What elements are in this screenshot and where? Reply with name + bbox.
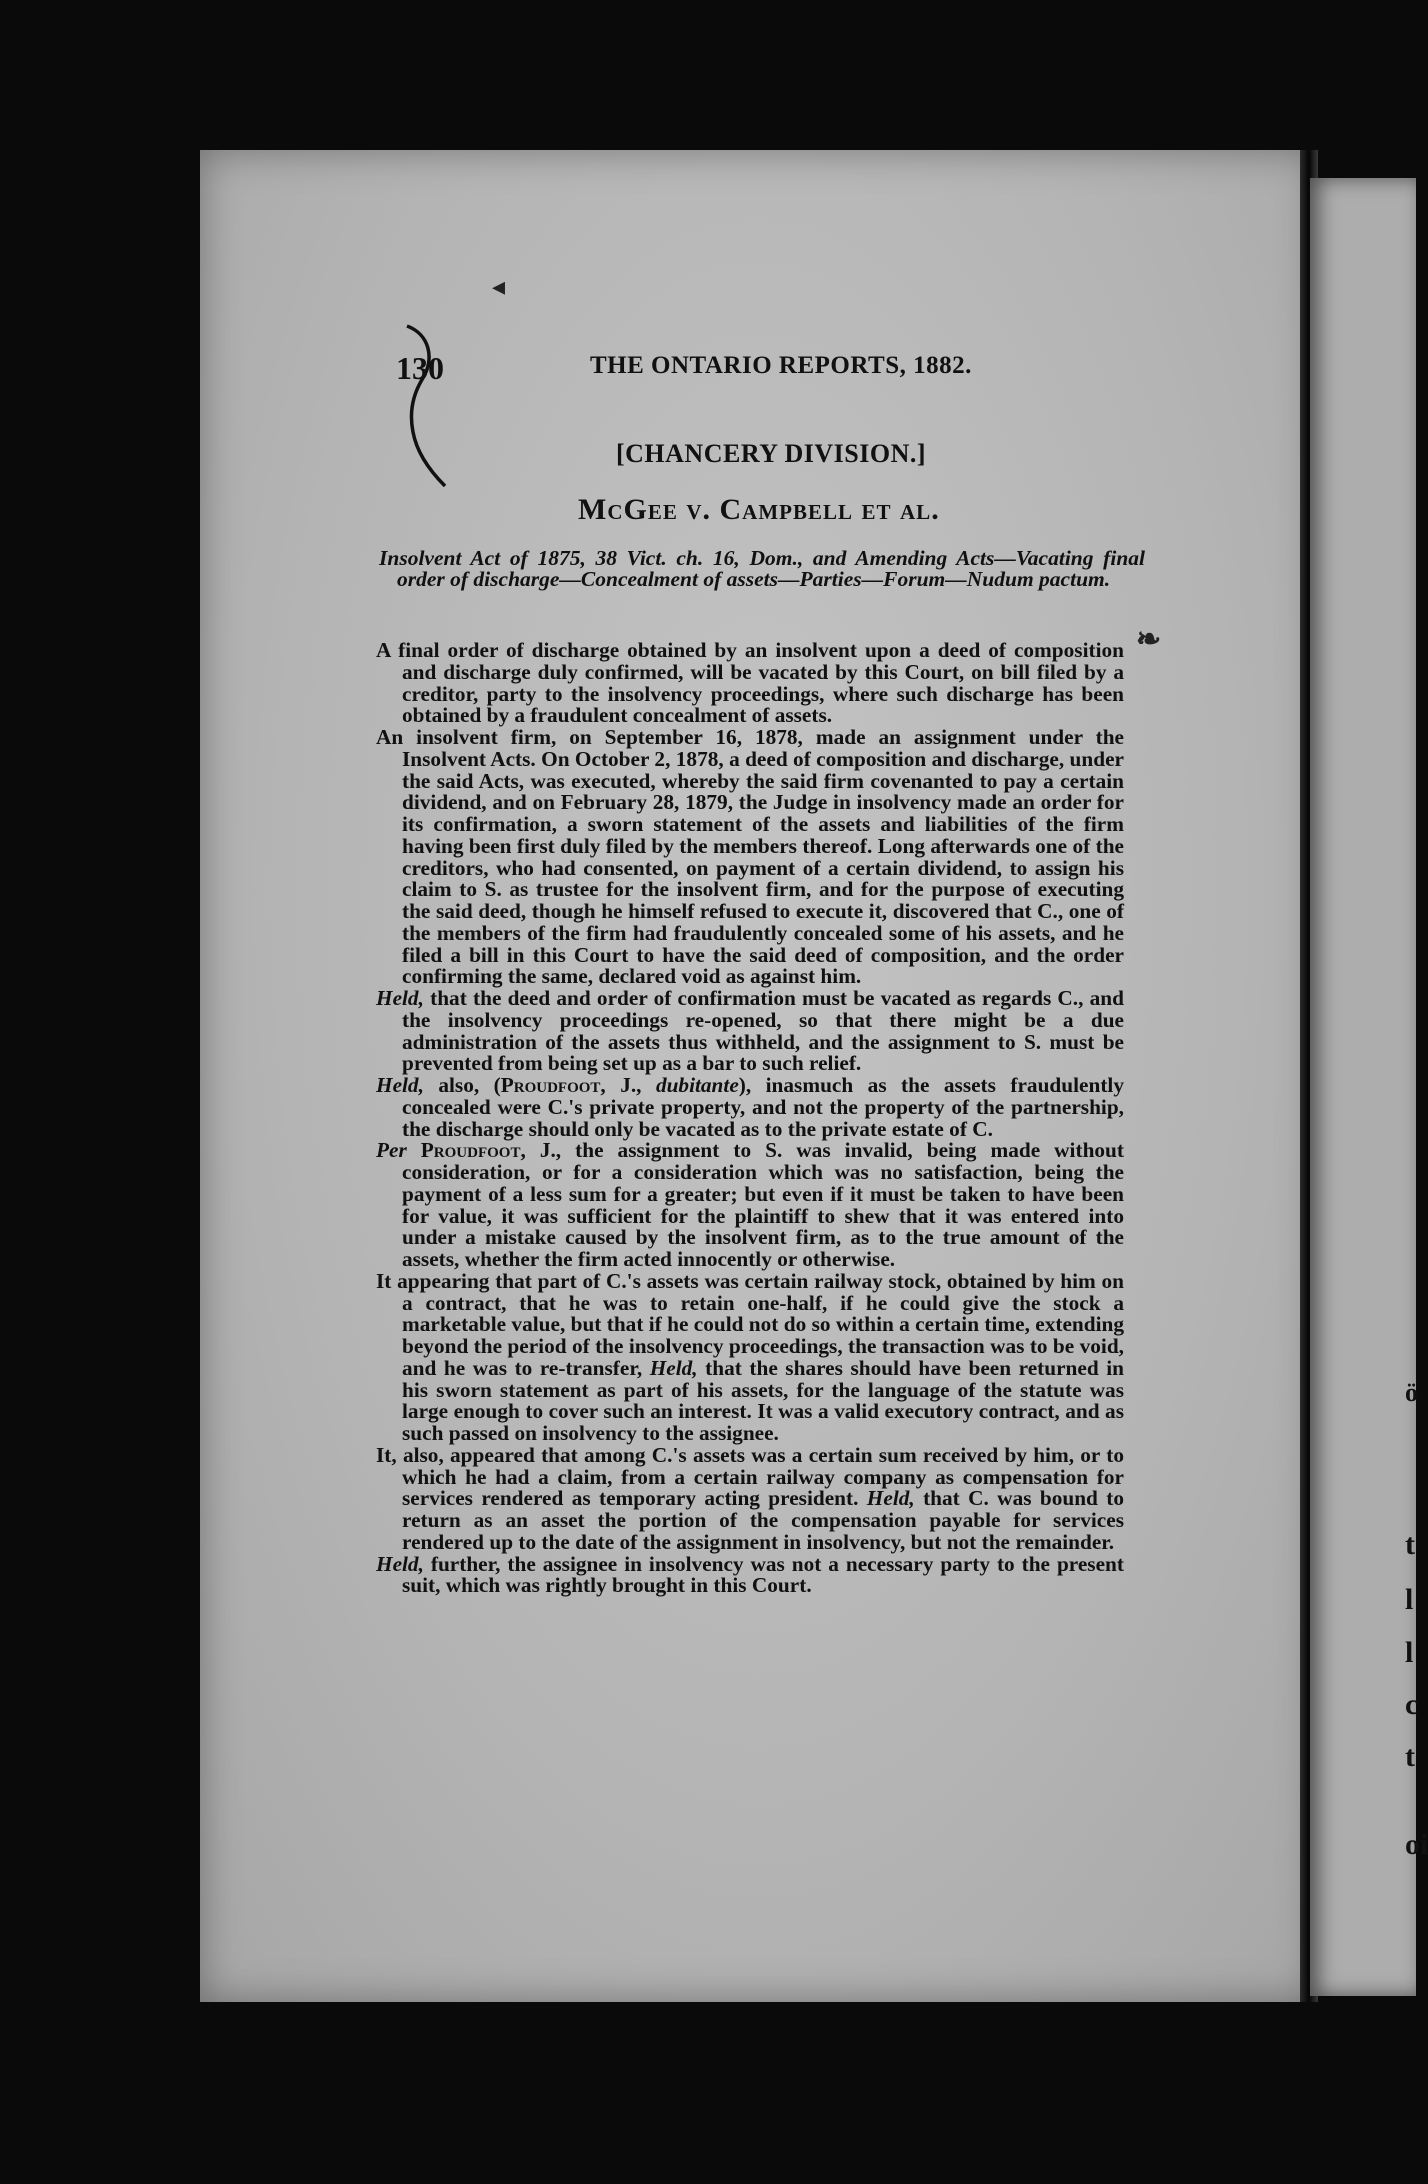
headnote-text: further, the assignee in insolvency was not a necessary party to the present suit, which was rightly brought in this Court. xyxy=(402,1551,1124,1598)
page-number: 130 xyxy=(396,350,444,386)
held-label: Held, xyxy=(376,1551,424,1576)
headnote-paragraph xyxy=(376,1442,1124,1554)
headnote-paragraph xyxy=(376,640,1124,727)
per-label: Per xyxy=(376,1138,407,1163)
facing-page-fragment: oi xyxy=(1405,1828,1428,1861)
headnote-paragraph xyxy=(376,1551,1124,1598)
judge-name: Proudfoot xyxy=(420,1138,521,1163)
catchwords-text: Insolvent Act of 1875, 38 Vict. ch. 16, Dom., and Amending Acts—Vacating final order of discharge—Concealment of assets—Parties—Forum—Nudum pactum. xyxy=(379,546,1145,591)
judge-name: Proudfoot xyxy=(500,1073,601,1097)
facing-page-fragment: ö xyxy=(1405,1378,1418,1407)
headnote-text: ), inasmuch as the assets fraudulently concealed were C.'s private property, and not the property of the partnership, the discharge should only be vacated as to the private estate of C. xyxy=(402,1073,1124,1141)
handwritten-bracket-mark xyxy=(395,320,455,490)
ink-speck: ◂ xyxy=(492,272,506,301)
facing-page-fragment: t xyxy=(1405,1528,1415,1561)
facing-page-fragment: c xyxy=(1405,1688,1419,1721)
facing-page-edge xyxy=(1310,178,1428,1996)
headnote xyxy=(376,640,1124,1597)
held-label: Held, xyxy=(866,1486,915,1511)
headnote-paragraph xyxy=(376,727,1124,988)
facing-page-fragment: l xyxy=(1405,1636,1414,1669)
headnote-paragraph xyxy=(376,988,1124,1075)
headnote-text: , J., xyxy=(600,1073,656,1097)
running-head: THE ONTARIO REPORTS, 1882. xyxy=(590,352,972,379)
headnote-text: It, also, appeared that among C.'s assets was a certain sum received by him, or to which he had a claim, from a certain railway company as compensation for services rendered as temporary acting president. xyxy=(376,1442,1124,1511)
headnote-text: that the shares should have been returned in his sworn statement as part of his assets, for the language of the statute was large enough to cover such an interest. It was a valid executory contract, and as such passed on insolvency to the assignee. xyxy=(402,1355,1124,1445)
headnote-text: A final order of discharge obtained by an insolvent upon a deed of composition and discharge duly confirmed, will be vacated by this Court, on bill filed by a creditor, party to the insolvency proceedings, where such discharge has been obtained by a fraudulent concealment of assets. xyxy=(376,638,1124,728)
headnote-paragraph xyxy=(376,1268,1124,1445)
facing-page-fragment: l xyxy=(1405,1583,1414,1616)
headnote-text: that the deed and order of confirmation must be vacated as regards C., and the insolvency proceedings re-opened, so that there might be a due administration of the assets thus withheld, and the assignment to S. must be prevented from being set up as a bar to such relief. xyxy=(402,986,1124,1076)
catchwords xyxy=(379,548,1145,590)
ink-speck: ❧ xyxy=(1136,623,1162,656)
headnote-text: It appearing that part of C.'s assets was certain railway stock, obtained by him on a contract, that he was to retain one-half, if he could give the stock a marketable value, but that if he could not do so within a certain time, extending beyond the period of the insolvency proceedings, the transaction was to be void, and he was to re-transfer, xyxy=(376,1268,1124,1380)
held-label: Held, xyxy=(649,1355,698,1380)
headnote-text: also, ( xyxy=(423,1073,501,1097)
held-label: Held, xyxy=(376,986,424,1010)
headnote-paragraph xyxy=(376,1140,1124,1271)
case-title: McGee v. Campbell et al. xyxy=(578,493,940,526)
headnote-text: that C. was bound to return as an asset the portion of the compensation payable for services rendered up to the date of the assignment in insolvency, but not the remainder. xyxy=(402,1486,1124,1554)
headnote-paragraph xyxy=(376,1075,1124,1140)
held-label: Held, xyxy=(376,1073,424,1097)
division-heading: [CHANCERY DIVISION.] xyxy=(616,439,927,468)
facing-page-fragment: t xyxy=(1405,1740,1415,1773)
dubitante-term: dubitante xyxy=(655,1073,739,1097)
headnote-text: An insolvent firm, on September 16, 1878, made an assignment under the Insolvent Acts. On October 2, 1878, a deed of composition and discharge, under the said Acts, was executed, whereby the said firm covenanted to pay a certain dividend, and on February 28, 1879, the Judge in insolvency made an order for its confirmation, a sworn statement of the assets and liabilities of the firm having been first duly filed by the members thereof. Long afterwards one of the creditors, who had consented, on payment of a certain dividend, to assign his claim to S. as trustee for the insolvent firm, and for the purpose of executing the said deed, though he himself refused to execute it, discovered that C., one of the members of the firm had fraudulently concealed some of his assets, and he filed a bill in this Court to have the said deed of composition, and the order confirming the same, declared void as against him. xyxy=(376,725,1124,989)
headnote-text: , J., the assignment to S. was invalid, being made without consideration, or for a consideration which was no satisfaction, being the payment of a less sum for a greater; but even if it must be taken to have been for value, it was sufficient for the plaintiff to shew that it was entered into under a mistake caused by the insolvent firm, as to the true amount of the assets, whether the firm acted innocently or otherwise. xyxy=(402,1138,1124,1271)
